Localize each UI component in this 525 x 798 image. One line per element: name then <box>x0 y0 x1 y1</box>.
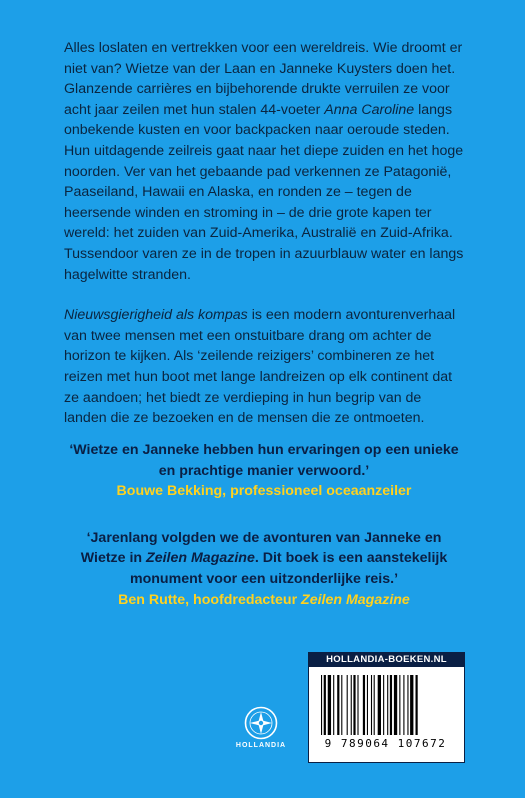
publisher-logo <box>221 706 301 749</box>
attribution-magazine: Zeilen Magazine <box>301 591 410 608</box>
quote-text-b: . Dit boek is een aanstekelijk monument voor een uitzonderlijke reis.’ <box>129 550 448 587</box>
barcode-icon <box>319 675 454 735</box>
barcode-bar <box>399 675 400 735</box>
barcode-bar <box>390 675 392 735</box>
barcode-bar <box>321 675 322 735</box>
barcode-bar <box>357 675 358 735</box>
barcode-bar <box>410 675 413 735</box>
quote-text <box>81 530 448 587</box>
barcode-bar <box>378 675 381 735</box>
barcode-bar <box>341 675 342 735</box>
barcode-bar <box>367 675 368 735</box>
quote-attribution <box>64 590 464 611</box>
barcode-bar <box>333 675 334 735</box>
barcode-bar <box>337 675 339 735</box>
barcode-bar <box>324 675 326 735</box>
barcode-bar <box>416 675 418 735</box>
barcode-bar <box>353 675 355 735</box>
barcode-bar <box>347 675 348 735</box>
quote-text: ‘Wietze en Janneke hebben hun ervaringen op een unieke en prachtige manier verwoord.’ <box>69 442 459 479</box>
quote-rutte <box>64 528 464 610</box>
barcode-bar <box>407 675 408 735</box>
barcode-bar <box>383 675 384 735</box>
barcode-bar <box>394 675 397 735</box>
boat-name: Anna Caroline <box>324 101 415 118</box>
blurb-p1-text-a: Alles loslaten en vertrekken voor een wereldreis. Wie droomt er niet van? Wietze van der Laan en Janneke Kuysters doen het. Glanzende carrières en bijbehorende drukte verruilen ze voor acht jaar zeilen met hun stalen 44-voeter <box>64 40 463 118</box>
barcode-bar <box>374 675 375 735</box>
barcode-bar <box>403 675 404 735</box>
barcode-bar <box>351 675 352 735</box>
blurb-paragraph-1 <box>64 38 464 285</box>
quote-attribution: Bouwe Bekking, professioneel oceaanzeiler <box>116 483 412 500</box>
blurb-paragraph-2 <box>64 305 464 429</box>
isbn-number: 9 789064 107672 <box>324 737 447 750</box>
barcode-bar <box>387 675 388 735</box>
barcode-bar <box>328 675 331 735</box>
publisher-name: HOLLANDIA <box>235 742 287 749</box>
blurb-p2-text: is een modern avonturenverhaal van twee mensen met een onstuitbare drang om achter de horizon te kijken. Als ‘zeilende reizigers’ combineren ze het reizen met hun boot met lange landreizen op elk continent dat ze aandoen; het biedt ze verdieping in hun begrip van de landen die ze bezoeken en de mensen die ze ontmoeten. <box>64 307 456 427</box>
barcode-bar <box>371 675 372 735</box>
barcode-bar <box>363 675 365 735</box>
magazine-name: Zeilen Magazine <box>146 550 255 567</box>
attribution-name: Ben Rutte, hoofdredacteur <box>118 591 302 608</box>
blurb <box>64 38 464 449</box>
publisher-website: HOLLANDIA-BOEKEN.NL <box>309 653 464 667</box>
isbn-box <box>308 652 465 763</box>
quote-text-a: ‘Jarenlang volgden we de avonturen van Janneke en Wietze in <box>80 529 442 567</box>
quote-bekking <box>64 440 464 502</box>
review-quotes <box>64 440 464 636</box>
blurb-p1-text-b: langs onbekende kusten en voor backpacken naar oeroude steden. Hun uitdagende zeilreis gaat naar het diepe zuiden en het hoge noorden. Ver van het gebaande pad verkennen ze Patagonië, Paaseiland, Hawaii en Alaska, en ronden ze – tegen de heersende winden en stroming in – de drie grote kapen ter wereld: het zuiden van Zuid-Amerika, Australië en Zuid-Afrika. Tussendoor varen ze in de tropen in azuurblauw water en langs hagelwitte stranden. <box>64 101 464 283</box>
book-title-mention: Nieuwsgierigheid als kompas <box>64 307 248 324</box>
compass-icon <box>244 706 278 740</box>
